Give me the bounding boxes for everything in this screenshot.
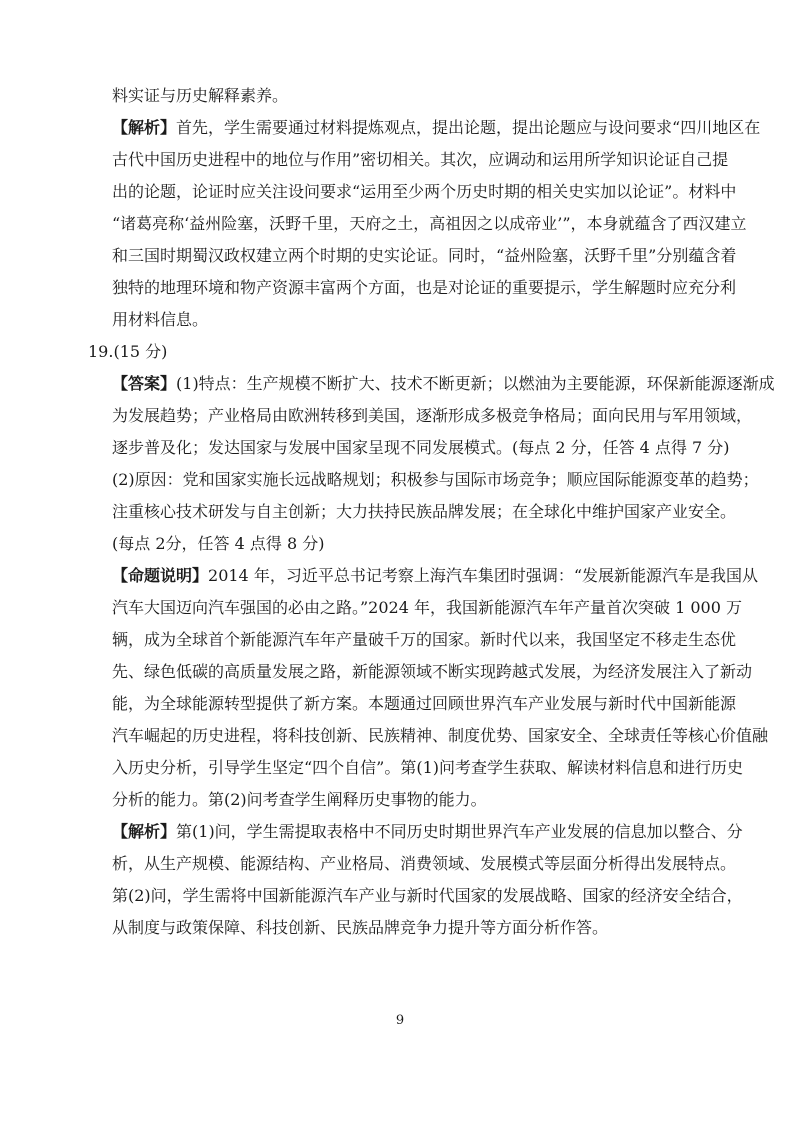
q19-analysis-line-4: 从制度与政策保障、科技创新、民族品牌竞争力提升等方面分析作答。 [112,918,609,937]
answer-line-2: 为发展趋势；产业格局由欧洲转移到美国，逐渐形成多极竞争格局；面向民用与军用领域， [112,406,753,425]
question-19-header [88,340,167,364]
question-number: 19. [88,342,114,361]
answer-line-4: (2)原因：党和国家实施长远战略规划；积极参与国际市场竞争；顺应国际能源变革的趋势； [112,470,759,489]
q18-analysis-line-1: 【解析】首先，学生需要通过材料提炼观点，提出论题，提出论题应与设问要求“四川地区在 [112,118,761,137]
explain-line-5: 能，为全球能源转型提供了新方案。本题通过回顾世界汽车产业发展与新时代中国新能源 [112,694,737,713]
q18-analysis-line-3: 出的论题，论证时应关注设问要求“运用至少两个历史时期的相关史实加以论证”。材料中 [112,182,737,201]
q18-tail-line: 料实证与历史解释素养。 [112,86,289,105]
q18-analysis-line-5: 和三国时期蜀汉政权建立两个时期的史实论证。同时，“益州险塞，沃野千里”分别蕴含着 [112,246,737,265]
q18-analysis-line-2: 古代中国历史进程中的地位与作用”密切相关。其次，应调动和运用所学知识论证自己提 [112,150,729,169]
analysis-tag: 【解析】 [112,822,177,841]
q19-analysis-line-2: 析，从生产规模、能源结构、产业格局、消费领域、发展模式等层面分析得出发展特点。 [112,854,737,873]
answer-tag: 【答案】 [112,374,177,393]
explain-tag: 【命题说明】 [112,566,209,585]
analysis-tag: 【解析】 [112,118,177,137]
q18-analysis-line-7: 用材料信息。 [112,310,209,329]
answer-line-6: (每点 2分，任答 4 点得 8 分) [112,534,325,553]
explain-line-3: 辆，成为全球首个新能源汽车年产量破千万的国家。新时代以来，我国坚定不移走生态优 [112,630,737,649]
q18-analysis-line-6: 独特的地理环境和物产资源丰富两个方面，也是对论证的重要提示，学生解题时应充分利 [112,278,737,297]
explain-line-2: 汽车大国迈向汽车强国的必由之路。”2024 年，我国新能源汽车年产量首次突破 1 000 万 [112,598,742,617]
answer-line-1: 【答案】(1)特点：生产规模不断扩大、技术不断更新；以燃油为主要能源，环保新能源逐渐成 [112,374,775,393]
explain-line-8: 分析的能力。第(2)问考查学生阐释历史事物的能力。 [112,790,487,809]
question-score: (15 分) [113,342,168,361]
q19-analysis-line-1: 【解析】第(1)问，学生需提取表格中不同历史时期世界汽车产业发展的信息加以整合、分 [112,822,743,841]
explain-line-7: 入历史分析，引导学生坚定“四个自信”。第(1)问考查学生获取、解读材料信息和进行历史 [112,758,744,777]
answer-line-5: 注重核心技术研发与自主创新；大力扶持民族品牌发展；在全球化中维护国家产业安全。 [112,502,737,521]
q19-analysis-line-3: 第(2)问，学生需将中国新能源汽车产业与新时代国家的发展战略、国家的经济安全结合， [112,886,743,905]
explain-line-1: 【命题说明】2014 年，习近平总书记考察上海汽车集团时强调：“发展新能源汽车是我国从 [112,566,759,585]
page-number: 9 [395,1013,405,1028]
q18-analysis-line-4: “诸葛亮称‘益州险塞，沃野千里，天府之土，高祖因之以成帝业’”，本身就蕴含了西汉建立 [112,214,747,233]
answer-line-3: 逐步普及化；发达国家与发展中国家呈现不同发展模式。(每点 2 分，任答 4 点得 7 分) [112,438,730,457]
explain-line-4: 先、绿色低碳的高质量发展之路，新能源领域不断实现跨越式发展，为经济发展注入了新动 [112,662,753,681]
explain-line-6: 汽车崛起的历史进程，将科技创新、民族精神、制度优势、国家安全、全球责任等核心价值融 [112,726,769,745]
